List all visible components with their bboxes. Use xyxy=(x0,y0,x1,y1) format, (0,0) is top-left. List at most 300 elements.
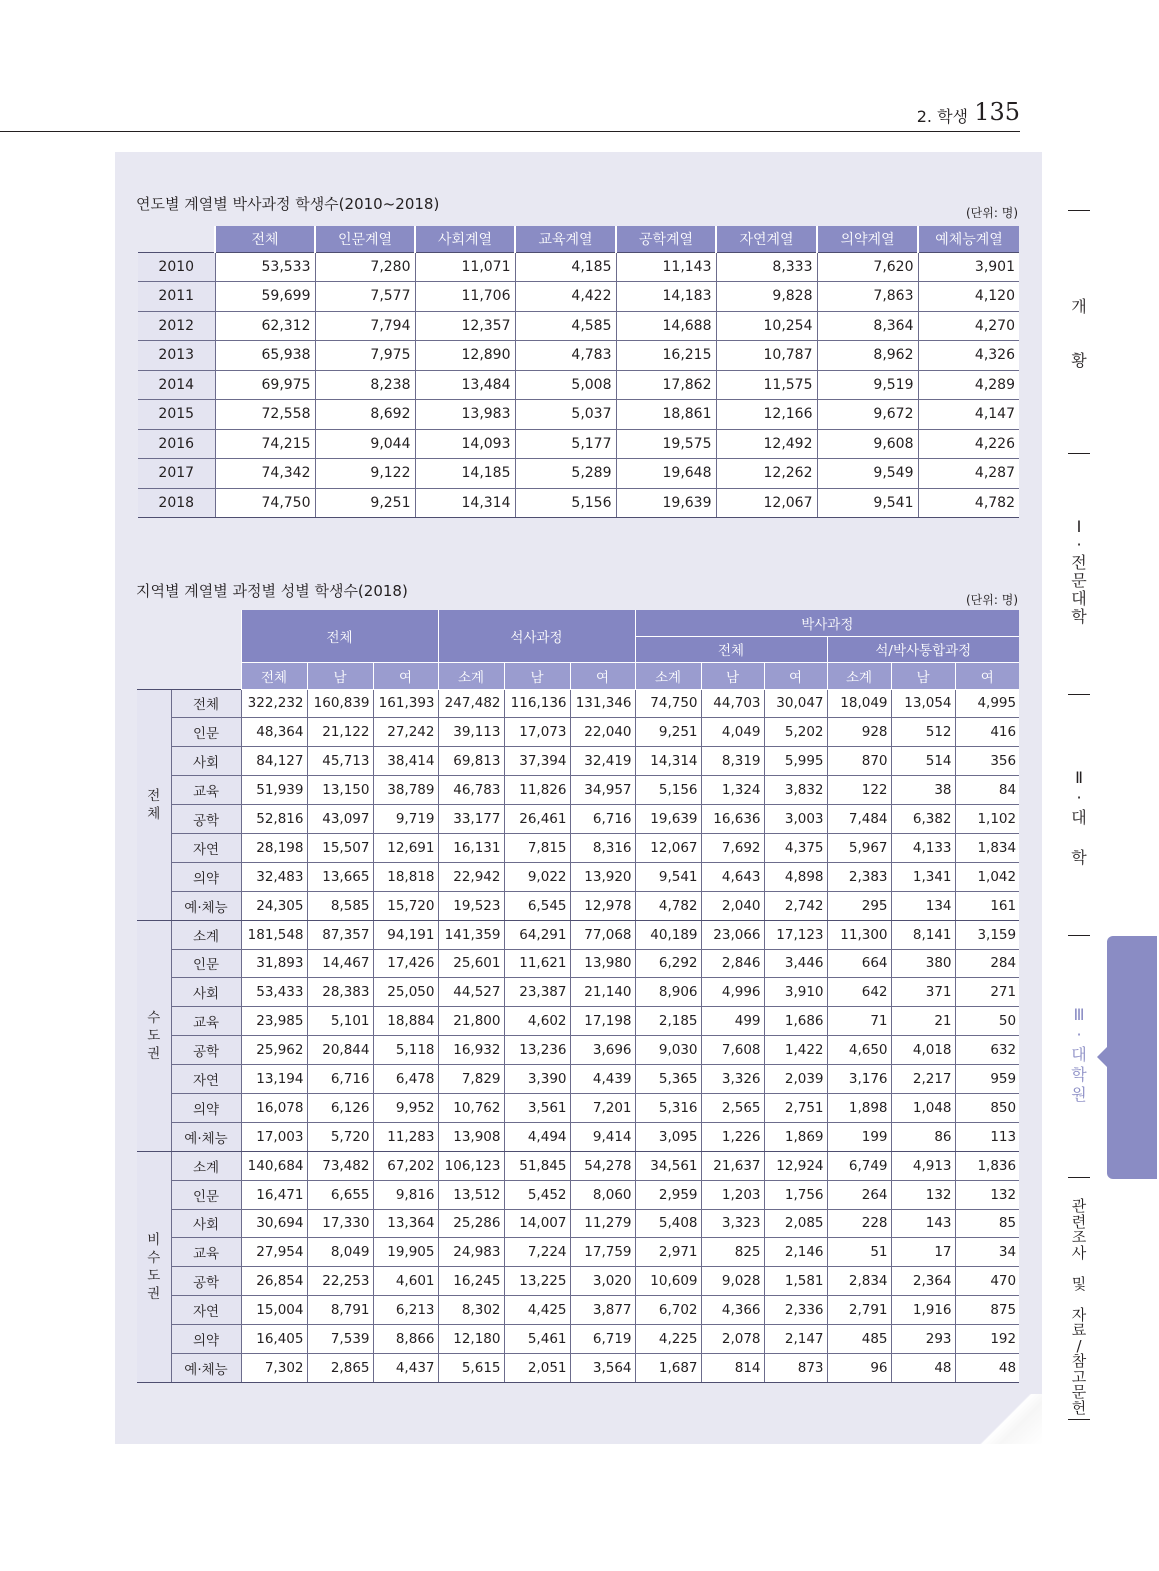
value-cell: 1,916 xyxy=(891,1296,955,1325)
value-cell: 1,836 xyxy=(955,1151,1019,1180)
value-cell: 3,020 xyxy=(570,1267,635,1296)
table-row xyxy=(137,1007,1019,1036)
value-cell: 69,975 xyxy=(215,370,315,400)
value-cell: 6,716 xyxy=(307,1065,373,1094)
value-cell: 4,494 xyxy=(504,1122,570,1151)
nav-char: 료 xyxy=(1071,1321,1087,1339)
value-cell: 24,305 xyxy=(241,891,307,920)
value-cell: 13,236 xyxy=(504,1036,570,1065)
value-cell: 4,226 xyxy=(918,429,1019,459)
value-cell: 5,967 xyxy=(827,833,891,862)
value-cell: 13,665 xyxy=(307,862,373,891)
nav-char: 자 xyxy=(1071,1305,1087,1324)
category-cell: 교육 xyxy=(171,1007,241,1036)
value-cell: 3,564 xyxy=(570,1353,635,1382)
header-doctor-integrated: 석/박사통합과정 xyxy=(827,636,1019,662)
value-cell: 74,215 xyxy=(215,429,315,459)
value-cell: 21 xyxy=(891,1007,955,1036)
value-cell: 96 xyxy=(827,1353,891,1382)
value-cell: 14,007 xyxy=(504,1209,570,1238)
value-cell: 74,750 xyxy=(635,689,701,718)
nav-char: · xyxy=(1076,788,1082,807)
value-cell: 106,123 xyxy=(438,1151,504,1180)
nav-char: 전 xyxy=(1071,553,1087,572)
value-cell: 380 xyxy=(891,949,955,978)
value-cell: 470 xyxy=(955,1267,1019,1296)
value-cell: 134 xyxy=(891,891,955,920)
value-cell: 140,684 xyxy=(241,1151,307,1180)
value-cell: 37,394 xyxy=(504,747,570,776)
value-cell: 6,749 xyxy=(827,1151,891,1180)
value-cell: 2,147 xyxy=(764,1325,827,1354)
value-cell: 2,078 xyxy=(701,1325,764,1354)
category-cell: 자연 xyxy=(171,1296,241,1325)
value-cell: 10,254 xyxy=(716,311,817,341)
value-cell: 23,387 xyxy=(504,978,570,1007)
sub-header: 전체 xyxy=(241,662,307,689)
value-cell: 73,482 xyxy=(307,1151,373,1180)
value-cell: 9,672 xyxy=(817,400,918,430)
value-cell: 959 xyxy=(955,1065,1019,1094)
value-cell: 9,541 xyxy=(635,862,701,891)
value-cell: 12,492 xyxy=(716,429,817,459)
value-cell: 1,102 xyxy=(955,805,1019,834)
active-section-tab[interactable] xyxy=(1107,936,1157,1179)
value-cell: 1,687 xyxy=(635,1353,701,1382)
value-cell: 19,575 xyxy=(616,429,716,459)
table-row xyxy=(137,1353,1019,1382)
value-cell: 13,364 xyxy=(373,1209,438,1238)
value-cell: 39,113 xyxy=(438,718,504,747)
value-cell: 26,854 xyxy=(241,1267,307,1296)
value-cell: 4,147 xyxy=(918,400,1019,430)
value-cell: 2,751 xyxy=(764,1093,827,1122)
region-char: 권 xyxy=(147,1285,161,1302)
value-cell: 14,467 xyxy=(307,949,373,978)
value-cell: 3,901 xyxy=(918,252,1019,282)
value-cell: 271 xyxy=(955,978,1019,1007)
value-cell: 7,224 xyxy=(504,1238,570,1267)
column-header: 예체능계열 xyxy=(918,226,1019,252)
value-cell: 25,601 xyxy=(438,949,504,978)
value-cell: 25,286 xyxy=(438,1209,504,1238)
value-cell: 38 xyxy=(891,776,955,805)
column-header: 자연계열 xyxy=(716,226,817,252)
value-cell: 13,054 xyxy=(891,689,955,718)
table-row xyxy=(137,1093,1019,1122)
region-char: 도 xyxy=(147,1027,161,1044)
nav-char: 참 xyxy=(1071,1352,1087,1370)
category-cell: 인문 xyxy=(171,1180,241,1209)
value-cell: 4,913 xyxy=(891,1151,955,1180)
value-cell: 11,143 xyxy=(616,252,716,282)
value-cell: 19,523 xyxy=(438,891,504,920)
value-cell: 14,314 xyxy=(635,747,701,776)
nav-divider xyxy=(1068,453,1090,454)
value-cell: 322,232 xyxy=(241,689,307,718)
value-cell: 13,150 xyxy=(307,776,373,805)
value-cell: 870 xyxy=(827,747,891,776)
nav-char: 학 xyxy=(1071,848,1087,867)
region-field-course-gender-table xyxy=(137,610,1019,1383)
category-cell: 교육 xyxy=(171,1238,241,1267)
table-row xyxy=(137,1122,1019,1151)
value-cell: 264 xyxy=(827,1180,891,1209)
value-cell: 7,620 xyxy=(817,252,918,282)
value-cell: 161,393 xyxy=(373,689,438,718)
value-cell: 8,238 xyxy=(315,370,415,400)
value-cell: 51,939 xyxy=(241,776,307,805)
nav-divider xyxy=(1068,935,1090,936)
value-cell: 8,364 xyxy=(817,311,918,341)
value-cell: 873 xyxy=(764,1353,827,1382)
value-cell: 5,995 xyxy=(764,747,827,776)
value-cell: 5,177 xyxy=(515,429,616,459)
nav-char: 련 xyxy=(1071,1212,1087,1231)
nav-char: 대 xyxy=(1071,1045,1087,1064)
region-char: 수 xyxy=(147,1009,161,1026)
nav-char: 대 xyxy=(1071,808,1087,827)
value-cell: 7,280 xyxy=(315,252,415,282)
value-cell: 9,608 xyxy=(817,429,918,459)
value-cell: 27,242 xyxy=(373,718,438,747)
sub-header: 소계 xyxy=(827,662,891,689)
value-cell: 13,225 xyxy=(504,1267,570,1296)
value-cell: 3,176 xyxy=(827,1065,891,1094)
table-row xyxy=(137,1296,1019,1325)
value-cell: 3,832 xyxy=(764,776,827,805)
table-row xyxy=(138,429,1019,459)
value-cell: 8,049 xyxy=(307,1238,373,1267)
value-cell: 499 xyxy=(701,1007,764,1036)
value-cell: 4,602 xyxy=(504,1007,570,1036)
value-cell: 3,877 xyxy=(570,1296,635,1325)
value-cell: 2,834 xyxy=(827,1267,891,1296)
value-cell: 293 xyxy=(891,1325,955,1354)
value-cell: 44,703 xyxy=(701,689,764,718)
value-cell: 4,018 xyxy=(891,1036,955,1065)
value-cell: 45,713 xyxy=(307,747,373,776)
value-cell: 48 xyxy=(891,1353,955,1382)
value-cell: 28,198 xyxy=(241,833,307,862)
value-cell: 8,316 xyxy=(570,833,635,862)
value-cell: 23,066 xyxy=(701,920,764,949)
value-cell: 12,357 xyxy=(415,311,515,341)
value-cell: 4,782 xyxy=(918,488,1019,518)
table-row xyxy=(137,1325,1019,1354)
value-cell: 875 xyxy=(955,1296,1019,1325)
table-row xyxy=(138,311,1019,341)
sub-header: 소계 xyxy=(438,662,504,689)
table2-unit: (단위: 명) xyxy=(966,593,1018,607)
value-cell: 9,251 xyxy=(635,718,701,747)
region-char: 체 xyxy=(147,805,161,822)
value-cell: 4,287 xyxy=(918,459,1019,489)
value-cell: 6,655 xyxy=(307,1180,373,1209)
value-cell: 21,122 xyxy=(307,718,373,747)
value-cell: 228 xyxy=(827,1209,891,1238)
value-cell: 247,482 xyxy=(438,689,504,718)
value-cell: 928 xyxy=(827,718,891,747)
value-cell: 31,893 xyxy=(241,949,307,978)
value-cell: 4,439 xyxy=(570,1065,635,1094)
value-cell: 1,042 xyxy=(955,862,1019,891)
category-cell: 공학 xyxy=(171,1036,241,1065)
nav-char: 문 xyxy=(1071,1383,1087,1401)
value-cell: 14,093 xyxy=(415,429,515,459)
table-row xyxy=(137,1151,1019,1180)
table-row xyxy=(137,689,1019,718)
category-cell: 의약 xyxy=(171,862,241,891)
value-cell: 7,815 xyxy=(504,833,570,862)
table-row xyxy=(138,400,1019,430)
value-cell: 4,270 xyxy=(918,311,1019,341)
value-cell: 17,073 xyxy=(504,718,570,747)
value-cell: 10,762 xyxy=(438,1093,504,1122)
table2-title: 지역별 계열별 과정별 성별 학생수(2018) xyxy=(136,582,408,600)
value-cell: 16,245 xyxy=(438,1267,504,1296)
value-cell: 1,756 xyxy=(764,1180,827,1209)
value-cell: 9,519 xyxy=(817,370,918,400)
value-cell: 514 xyxy=(891,747,955,776)
value-cell: 4,225 xyxy=(635,1325,701,1354)
value-cell: 85 xyxy=(955,1209,1019,1238)
value-cell: 7,302 xyxy=(241,1353,307,1382)
value-cell: 9,022 xyxy=(504,862,570,891)
nav-char: 헌 xyxy=(1071,1398,1087,1417)
value-cell: 59,699 xyxy=(215,282,315,312)
value-cell: 50 xyxy=(955,1007,1019,1036)
value-cell: 7,201 xyxy=(570,1093,635,1122)
value-cell: 69,813 xyxy=(438,747,504,776)
value-cell: 15,004 xyxy=(241,1296,307,1325)
value-cell: 2,742 xyxy=(764,891,827,920)
value-cell: 16,215 xyxy=(616,341,716,371)
value-cell: 34 xyxy=(955,1238,1019,1267)
nav-char: 고 xyxy=(1071,1367,1087,1386)
value-cell: 284 xyxy=(955,949,1019,978)
value-cell: 4,643 xyxy=(701,862,764,891)
value-cell: 356 xyxy=(955,747,1019,776)
value-cell: 4,650 xyxy=(827,1036,891,1065)
value-cell: 7,863 xyxy=(817,282,918,312)
value-cell: 4,366 xyxy=(701,1296,764,1325)
value-cell: 4,289 xyxy=(918,370,1019,400)
value-cell: 4,049 xyxy=(701,718,764,747)
table-row xyxy=(138,370,1019,400)
value-cell: 7,794 xyxy=(315,311,415,341)
value-cell: 84,127 xyxy=(241,747,307,776)
value-cell: 5,289 xyxy=(515,459,616,489)
value-cell: 12,924 xyxy=(764,1151,827,1180)
value-cell: 14,688 xyxy=(616,311,716,341)
value-cell: 1,203 xyxy=(701,1180,764,1209)
value-cell: 43,097 xyxy=(307,805,373,834)
value-cell: 7,608 xyxy=(701,1036,764,1065)
year-cell: 2012 xyxy=(138,311,215,341)
value-cell: 113 xyxy=(955,1122,1019,1151)
value-cell: 13,920 xyxy=(570,862,635,891)
value-cell: 13,908 xyxy=(438,1122,504,1151)
value-cell: 116,136 xyxy=(504,689,570,718)
category-cell: 공학 xyxy=(171,1267,241,1296)
value-cell: 9,414 xyxy=(570,1122,635,1151)
year-cell: 2011 xyxy=(138,282,215,312)
value-cell: 4,437 xyxy=(373,1353,438,1382)
table1-title: 연도별 계열별 박사과정 학생수(2010~2018) xyxy=(136,195,440,213)
nav-char: 사 xyxy=(1071,1243,1087,1262)
value-cell: 12,067 xyxy=(635,833,701,862)
value-cell: 11,826 xyxy=(504,776,570,805)
value-cell: 4,133 xyxy=(891,833,955,862)
value-cell: 12,262 xyxy=(716,459,817,489)
value-cell: 34,561 xyxy=(635,1151,701,1180)
nav-char: Ⅰ xyxy=(1076,517,1082,536)
value-cell: 14,185 xyxy=(415,459,515,489)
value-cell: 8,866 xyxy=(373,1325,438,1354)
table-row xyxy=(138,252,1019,282)
value-cell: 25,962 xyxy=(241,1036,307,1065)
value-cell: 5,202 xyxy=(764,718,827,747)
value-cell: 14,183 xyxy=(616,282,716,312)
value-cell: 8,302 xyxy=(438,1296,504,1325)
value-cell: 9,719 xyxy=(373,805,438,834)
value-cell: 2,383 xyxy=(827,862,891,891)
active-tab-pointer xyxy=(1097,1046,1108,1068)
value-cell: 5,037 xyxy=(515,400,616,430)
nav-char: · xyxy=(1076,535,1082,554)
value-cell: 10,787 xyxy=(716,341,817,371)
value-cell: 3,326 xyxy=(701,1065,764,1094)
value-cell: 5,316 xyxy=(635,1093,701,1122)
value-cell: 20,844 xyxy=(307,1036,373,1065)
value-cell: 19,905 xyxy=(373,1238,438,1267)
value-cell: 9,044 xyxy=(315,429,415,459)
value-cell: 12,067 xyxy=(716,488,817,518)
nav-char: Ⅲ xyxy=(1073,1005,1085,1024)
nav-char: / xyxy=(1076,1336,1082,1355)
value-cell: 11,621 xyxy=(504,949,570,978)
value-cell: 48,364 xyxy=(241,718,307,747)
value-cell: 13,512 xyxy=(438,1180,504,1209)
sub-header: 남 xyxy=(701,662,764,689)
region-cell xyxy=(137,1151,171,1382)
value-cell: 12,978 xyxy=(570,891,635,920)
table-row xyxy=(137,805,1019,834)
nav-char: 관 xyxy=(1071,1197,1087,1215)
value-cell: 32,483 xyxy=(241,862,307,891)
nav-char: 및 xyxy=(1071,1274,1087,1293)
value-cell: 2,565 xyxy=(701,1093,764,1122)
year-cell: 2013 xyxy=(138,341,215,371)
table-row xyxy=(137,862,1019,891)
value-cell: 7,484 xyxy=(827,805,891,834)
value-cell: 2,959 xyxy=(635,1180,701,1209)
value-cell: 9,952 xyxy=(373,1093,438,1122)
value-cell: 1,898 xyxy=(827,1093,891,1122)
column-header: 전체 xyxy=(215,226,315,252)
value-cell: 143 xyxy=(891,1209,955,1238)
value-cell: 5,008 xyxy=(515,370,616,400)
value-cell: 9,122 xyxy=(315,459,415,489)
value-cell: 6,126 xyxy=(307,1093,373,1122)
header-doctor-total: 전체 xyxy=(635,636,827,662)
region-char: 전 xyxy=(147,787,161,804)
nav-char: 원 xyxy=(1071,1085,1087,1104)
value-cell: 18,049 xyxy=(827,689,891,718)
column-header: 교육계열 xyxy=(515,226,616,252)
nav-char: Ⅱ xyxy=(1075,768,1083,787)
nav-char: 학 xyxy=(1071,607,1087,626)
value-cell: 7,829 xyxy=(438,1065,504,1094)
value-cell: 13,484 xyxy=(415,370,515,400)
header-doctor: 박사과정 xyxy=(635,610,1019,636)
category-cell: 사회 xyxy=(171,978,241,1007)
value-cell: 1,048 xyxy=(891,1093,955,1122)
table-row xyxy=(137,949,1019,978)
category-cell: 의약 xyxy=(171,1325,241,1354)
table-row xyxy=(138,282,1019,312)
value-cell: 67,202 xyxy=(373,1151,438,1180)
page-curl-decoration xyxy=(972,1394,1042,1444)
value-cell: 4,585 xyxy=(515,311,616,341)
value-cell: 4,782 xyxy=(635,891,701,920)
category-cell: 소계 xyxy=(171,920,241,949)
value-cell: 132 xyxy=(955,1180,1019,1209)
value-cell: 94,191 xyxy=(373,920,438,949)
table-row xyxy=(137,833,1019,862)
value-cell: 6,719 xyxy=(570,1325,635,1354)
value-cell: 2,791 xyxy=(827,1296,891,1325)
value-cell: 2,865 xyxy=(307,1353,373,1382)
sub-header: 남 xyxy=(891,662,955,689)
value-cell: 40,189 xyxy=(635,920,701,949)
region-char: 비 xyxy=(147,1231,161,1248)
value-cell: 2,336 xyxy=(764,1296,827,1325)
sub-header: 남 xyxy=(504,662,570,689)
column-header: 사회계열 xyxy=(415,226,515,252)
category-cell: 예·체능 xyxy=(171,891,241,920)
value-cell: 160,839 xyxy=(307,689,373,718)
category-cell: 사회 xyxy=(171,747,241,776)
value-cell: 74,750 xyxy=(215,488,315,518)
table-row xyxy=(137,891,1019,920)
value-cell: 9,828 xyxy=(716,282,817,312)
value-cell: 38,789 xyxy=(373,776,438,805)
column-header: 인문계열 xyxy=(315,226,415,252)
value-cell: 8,791 xyxy=(307,1296,373,1325)
region-char: 도 xyxy=(147,1267,161,1284)
nav-char: 조 xyxy=(1071,1228,1087,1246)
value-cell: 5,408 xyxy=(635,1209,701,1238)
table-row xyxy=(137,1065,1019,1094)
value-cell: 19,639 xyxy=(635,805,701,834)
value-cell: 15,720 xyxy=(373,891,438,920)
value-cell: 199 xyxy=(827,1122,891,1151)
value-cell: 132 xyxy=(891,1180,955,1209)
value-cell: 17,198 xyxy=(570,1007,635,1036)
value-cell: 65,938 xyxy=(215,341,315,371)
value-cell: 4,601 xyxy=(373,1267,438,1296)
value-cell: 5,461 xyxy=(504,1325,570,1354)
value-cell: 25,050 xyxy=(373,978,438,1007)
value-cell: 19,639 xyxy=(616,488,716,518)
nav-divider xyxy=(1068,1177,1090,1178)
value-cell: 12,691 xyxy=(373,833,438,862)
value-cell: 16,471 xyxy=(241,1180,307,1209)
value-cell: 5,615 xyxy=(438,1353,504,1382)
value-cell: 7,577 xyxy=(315,282,415,312)
